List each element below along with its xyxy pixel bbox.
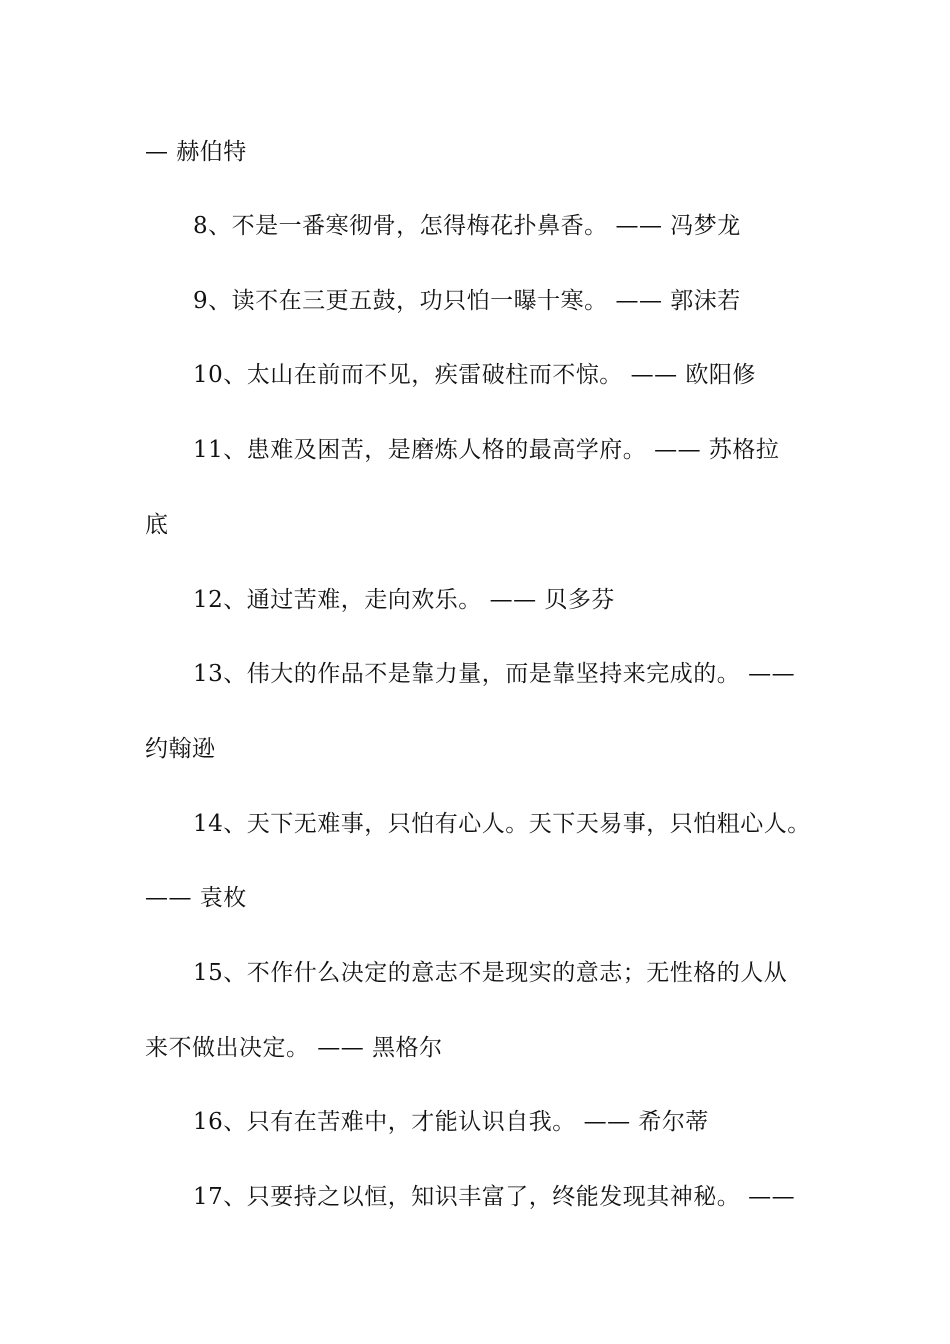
text-line: 16、只有在苦难中，才能认识自我。 —— 希尔蒂: [193, 1109, 709, 1135]
text-line: 14、天下无难事，只怕有心人。天下天易事，只怕粗心人。: [193, 811, 811, 837]
text-line: 12、通过苦难，走向欢乐。 —— 贝多芬: [193, 587, 615, 613]
text-line: —— 袁枚: [145, 885, 247, 911]
text-line: 15、不作什么决定的意志不是现实的意志；无性格的人从: [193, 960, 788, 986]
text-line: 9、读不在三更五鼓，功只怕一曝十寒。 —— 郭沫若: [193, 288, 741, 314]
text-line: 13、伟大的作品不是靠力量，而是靠坚持来完成的。 ——: [193, 661, 796, 687]
text-line: 来不做出决定。 —— 黑格尔: [145, 1035, 443, 1061]
text-line: 10、太山在前而不见，疾雷破柱而不惊。 —— 欧阳修: [193, 362, 756, 388]
text-line: 11、患难及困苦，是磨炼人格的最高学府。 —— 苏格拉: [193, 437, 780, 463]
text-line: — 赫伯特: [145, 139, 247, 165]
text-line: 底: [145, 512, 169, 538]
text-line: 8、不是一番寒彻骨，怎得梅花扑鼻香。 —— 冯梦龙: [193, 213, 741, 239]
text-line: 约翰逊: [145, 736, 216, 762]
text-line: 17、只要持之以恒，知识丰富了，终能发现其神秘。 ——: [193, 1184, 796, 1210]
